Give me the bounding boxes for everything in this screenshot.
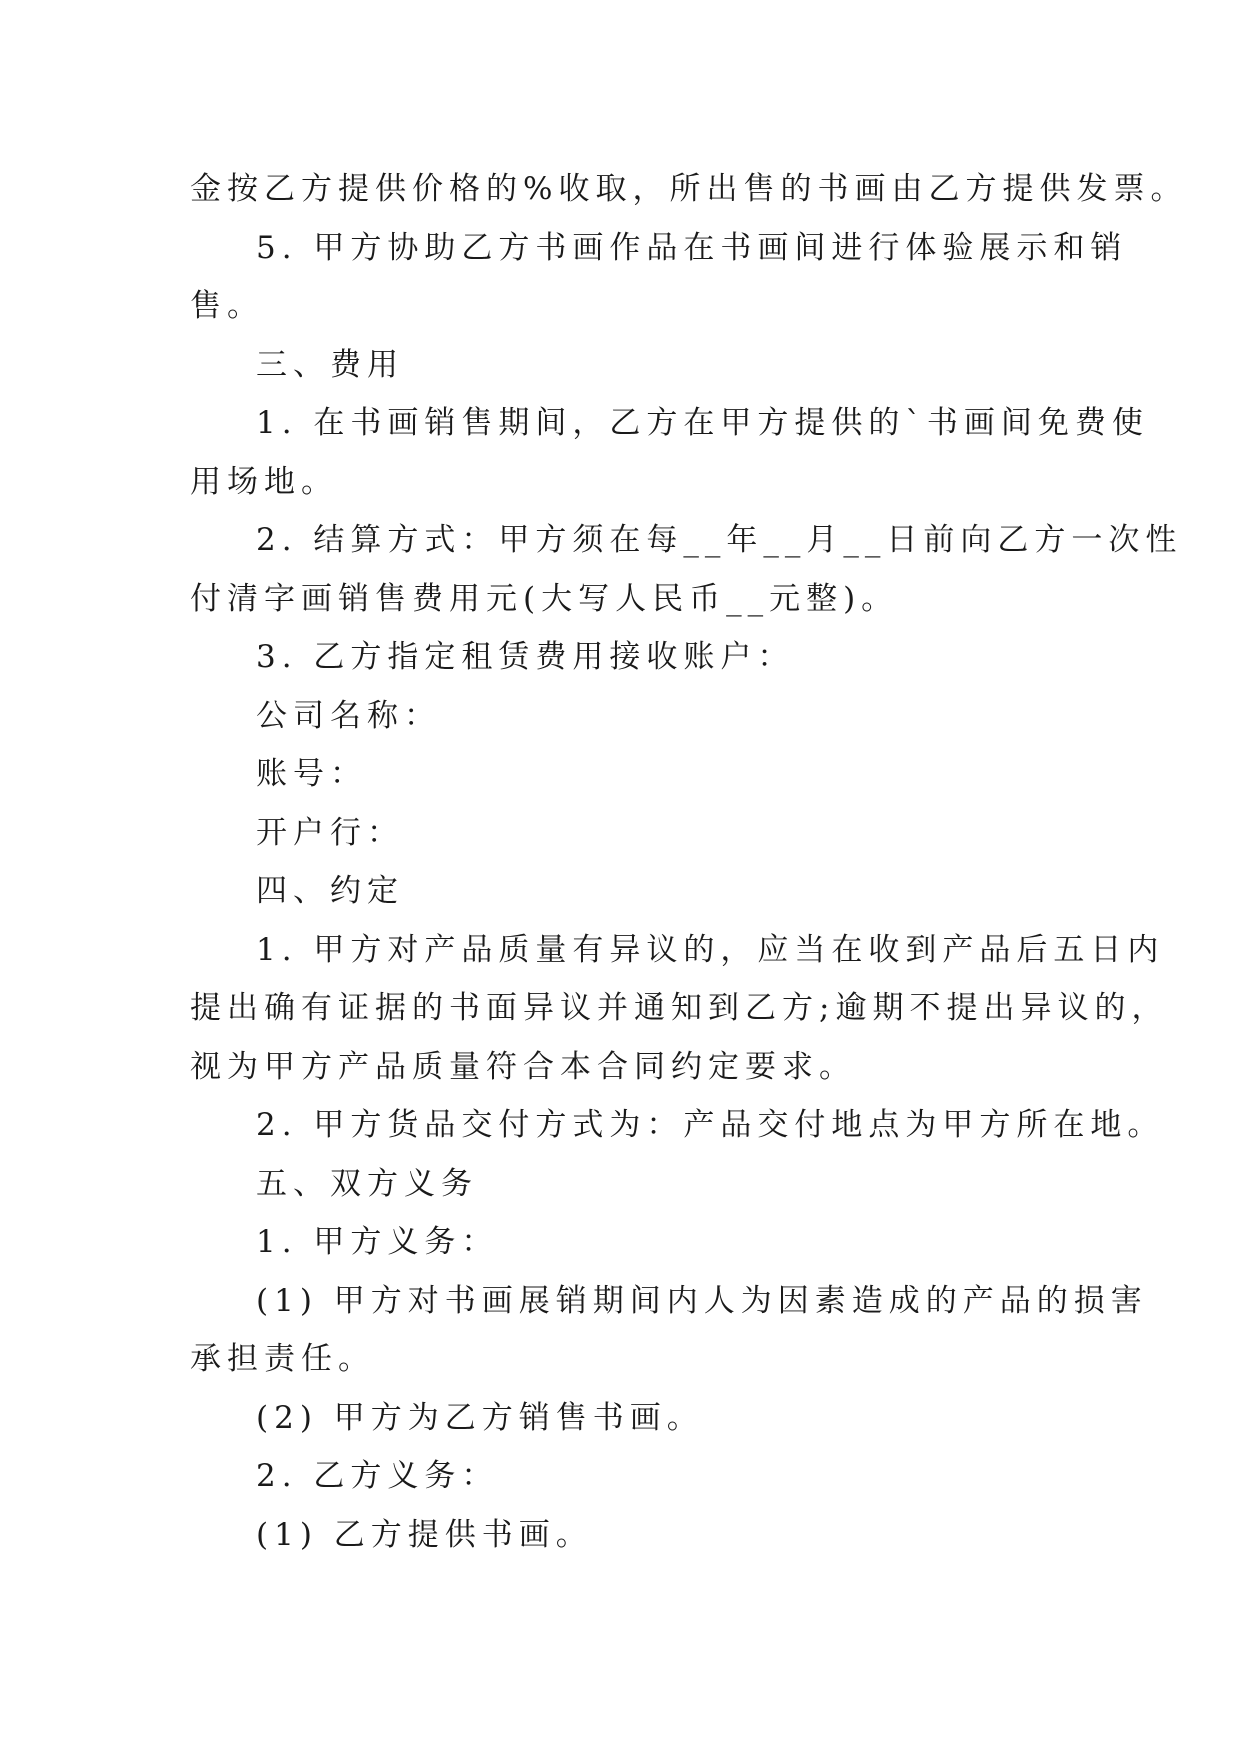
section-heading: 五、双方义务 <box>256 1165 478 1202</box>
section-heading: 四、约定 <box>256 873 404 909</box>
section-heading: 三、费用 <box>256 346 404 383</box>
paragraph-line: 3. 乙方指定租赁费用接收账户： <box>256 639 795 675</box>
paragraph-line: 2. 甲方货品交付方式为：产品交付地点为甲方所在地。 <box>256 1107 1165 1143</box>
paragraph-line: (1) 甲方对书画展销期间内人为因素造成的产品的损害 <box>256 1282 1148 1319</box>
form-field-label: 账号： <box>256 756 367 792</box>
paragraph-line: (2) 甲方为乙方销售书画。 <box>256 1399 704 1436</box>
paragraph-line: 用场地。 <box>190 463 338 500</box>
paragraph-line: (1) 乙方提供书画。 <box>256 1516 593 1553</box>
paragraph-line: 提出确有证据的书面异议并通知到乙方;逾期不提出异议的， <box>190 990 1169 1026</box>
paragraph-line: 1. 甲方义务： <box>256 1224 499 1260</box>
paragraph-line: 2. 结算方式：甲方须在每__年__月__日前向乙方一次性 <box>256 522 1183 558</box>
paragraph-line: 付清字画销售费用元(大写人民币__元整)。 <box>190 580 899 617</box>
paragraph-line: 售。 <box>190 288 264 324</box>
form-field-label: 开户行： <box>256 814 404 851</box>
paragraph-line: 承担责任。 <box>190 1341 375 1377</box>
paragraph-line: 2. 乙方义务： <box>256 1458 499 1494</box>
document-body <box>190 160 1188 1564</box>
paragraph-line: 金按乙方提供价格的%收取，所出售的书画由乙方提供发票。 <box>190 171 1188 207</box>
paragraph-line: 5. 甲方协助乙方书画作品在书画间进行体验展示和销 <box>256 229 1128 266</box>
paragraph-line: 1. 甲方对产品质量有异议的，应当在收到产品后五日内 <box>256 931 1165 968</box>
paragraph-line: 1. 在书画销售期间，乙方在甲方提供的`书画间免费使 <box>256 405 1149 441</box>
paragraph-line: 视为甲方产品质量符合本合同约定要求。 <box>190 1048 856 1085</box>
form-field-label: 公司名称： <box>256 697 441 734</box>
